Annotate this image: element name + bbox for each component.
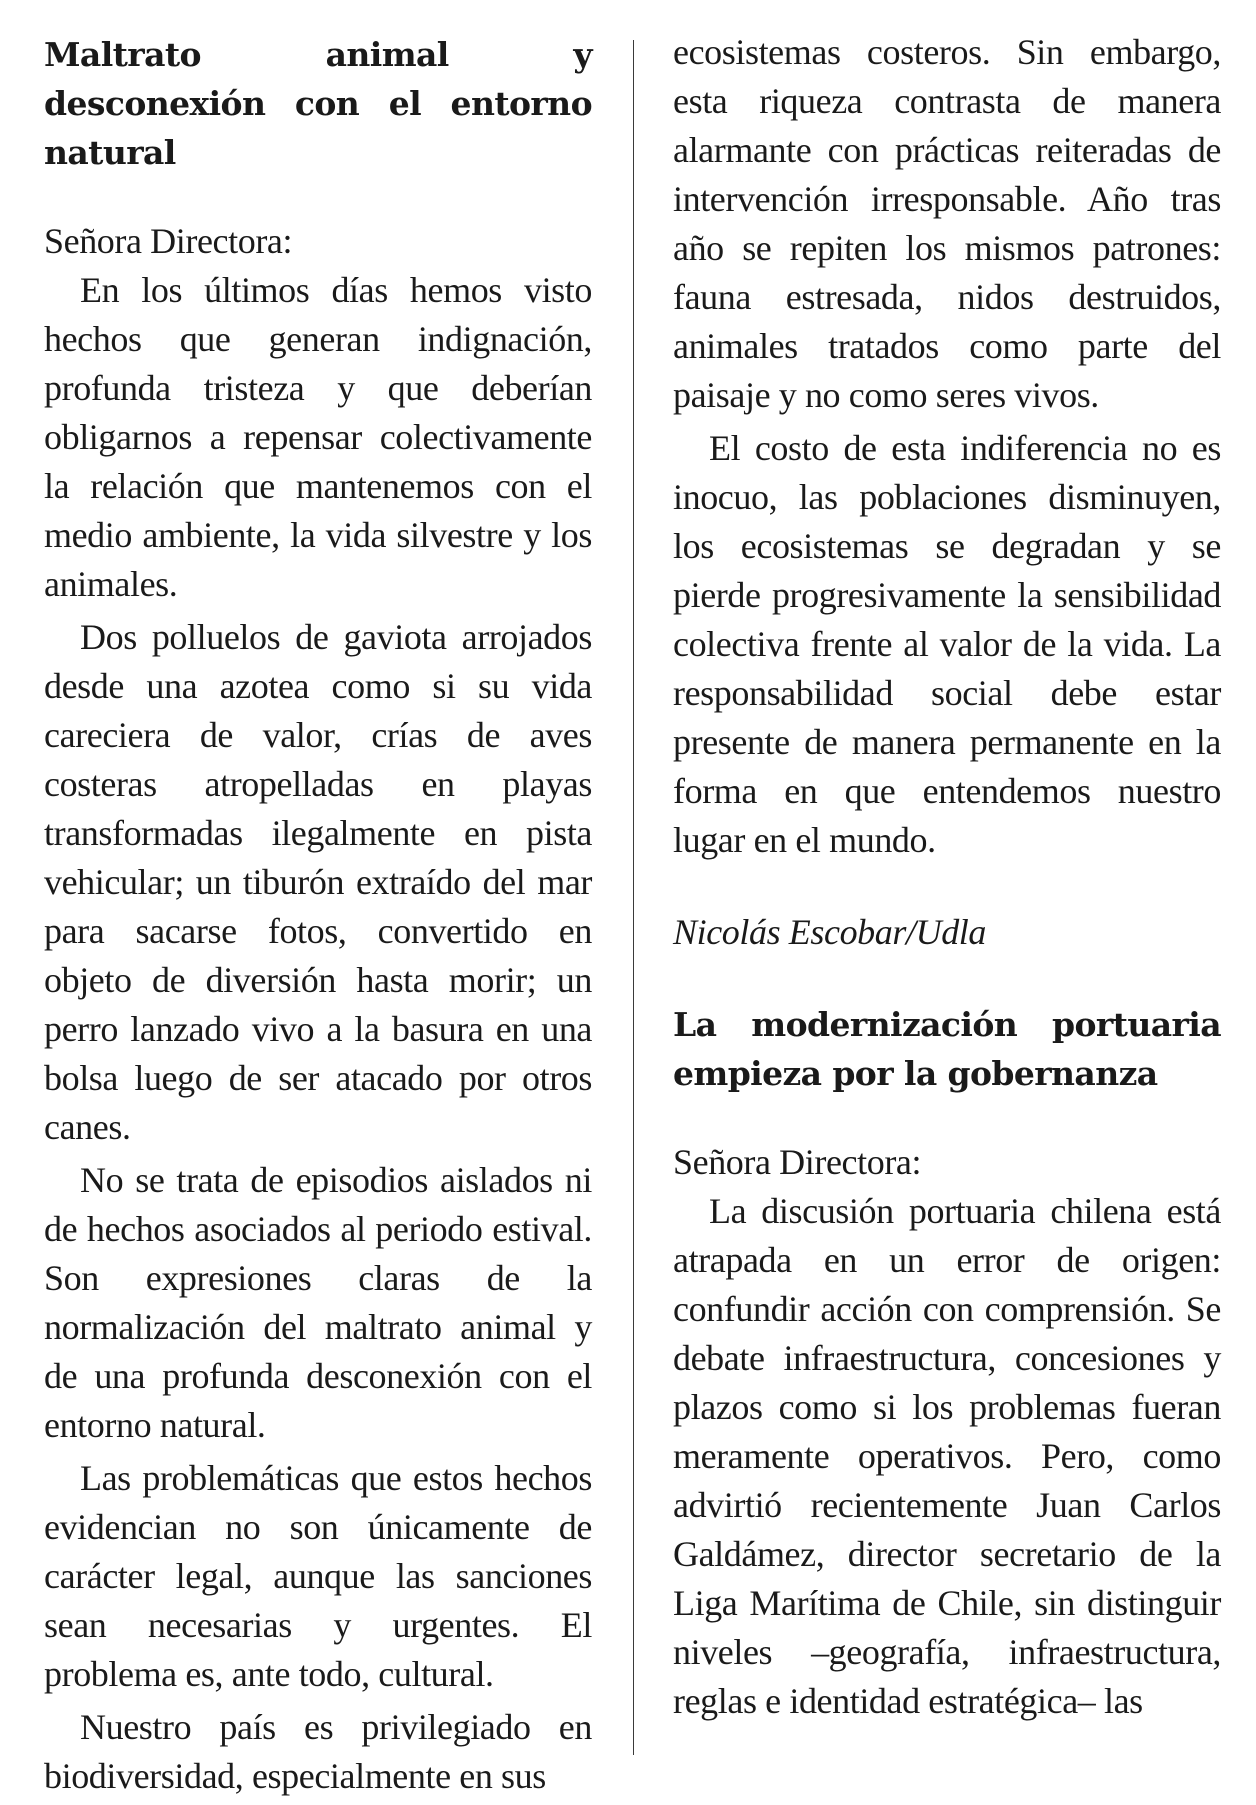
- letter1-paragraph: No se trata de episodios aislados ni de hechos asociados al periodo estival. Son expresiones claras de la normalización del maltrato animal y de una profunda desconexión con el entorno natural.: [44, 1160, 592, 1445]
- letter1-signature: Nicolás Escobar/Udla: [673, 912, 986, 952]
- left-column: [44, 30, 592, 1805]
- letter1-salutation: Señora Directora:: [44, 221, 293, 261]
- letter1-paragraph-continued: ecosistemas costeros. Sin embargo, esta riqueza contrasta de manera alarmante con prácticas reiteradas de intervención irresponsable. Año tras año se repiten los mismos patrones: fauna estresada, nidos destruidos, animales tratados como parte del paisaje y no como seres vivos.: [673, 32, 1221, 415]
- letter2-headline: La modernización portuaria empieza por la gobernanza: [673, 1005, 1221, 1093]
- letter2-paragraph: La discusión portuaria chilena está atrapada en un error de origen: confundir acción con comprensión. Se debate infraestructura, concesiones y plazos como si los problemas fueran meramente operativos. Pero, como advirtió recientemente Juan Carlos Galdámez, director secretario de la Liga Marítima de Chile, sin distinguir niveles –geografía, infraestructura, reglas e identidad estratégica– las: [673, 1191, 1221, 1721]
- letter1-paragraph: En los últimos días hemos visto hechos que generan indignación, profunda tristeza y que deberían obligarnos a repensar colectivamente la relación que mantenemos con el medio ambiente, la vida silvestre y los animales.: [44, 270, 592, 604]
- right-column: [673, 28, 1221, 1730]
- column-divider: [633, 40, 634, 1755]
- letter1-paragraph: Dos polluelos de gaviota arrojados desde una azotea como si su vida careciera de valor, crías de aves costeras atropelladas en playas transformadas ilegalmente en pista vehicular; un tiburón extraído del mar para sacarse fotos, convertido en objeto de diversión hasta morir; un perro lanzado vivo a la basura en una bolsa luego de ser atacado por otros canes.: [44, 617, 592, 1147]
- letter2-salutation: Señora Directora:: [673, 1142, 922, 1182]
- letter1-paragraph: Las problemáticas que estos hechos evidencian no son únicamente de carácter legal, aunque las sanciones sean necesarias y urgentes. El problema es, ante todo, cultural.: [44, 1458, 592, 1694]
- letter1-paragraph: El costo de esta indiferencia no es inocuo, las poblaciones disminuyen, los ecosistemas se degradan y se pierde progresivamente la sensibilidad colectiva frente al valor de la vida. La responsabilidad social debe estar presente de manera permanente en la forma en que entendemos nuestro lugar en el mundo.: [673, 428, 1221, 860]
- letter1-paragraph: Nuestro país es privilegiado en biodiversidad, especialmente en sus: [44, 1707, 592, 1796]
- letter1-headline: Maltrato animal y desconexión con el entorno natural: [44, 35, 592, 172]
